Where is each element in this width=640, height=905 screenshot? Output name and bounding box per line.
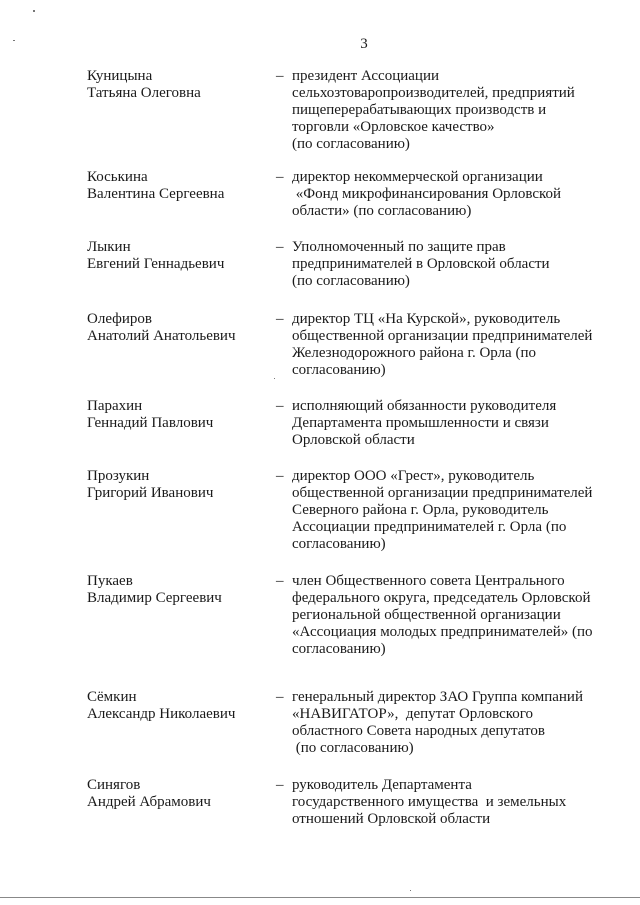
scan-edge-line xyxy=(0,897,640,898)
member-position xyxy=(292,689,610,757)
member-position xyxy=(292,311,610,379)
position-line: согласованию) xyxy=(292,362,386,378)
position-line: согласованию) xyxy=(292,641,386,657)
position-line: областного Совета народных депутатов xyxy=(292,723,545,739)
member-position xyxy=(292,398,610,449)
dash: – xyxy=(276,398,284,414)
position-line: предпринимателей в Орловской области xyxy=(292,256,550,272)
member-given-name: Валентина Сергеевна xyxy=(87,186,225,202)
dash: – xyxy=(276,468,284,484)
dash: – xyxy=(276,311,284,327)
position-line: «НАВИГАТОР», депутат Орловского xyxy=(292,706,534,722)
member-name xyxy=(87,689,267,723)
member-name xyxy=(87,311,267,345)
position-line: федерального округа, председатель Орловской xyxy=(292,590,591,606)
member-surname: Лыкин xyxy=(87,239,131,255)
member-position xyxy=(292,169,610,220)
position-line: директор ТЦ «На Курской», руководитель xyxy=(292,311,561,327)
position-line: Орловской области xyxy=(292,432,415,448)
position-line: Северного района г. Орла, руководитель xyxy=(292,502,549,518)
position-line: Ассоциации предпринимателей г. Орла (по xyxy=(292,519,567,535)
position-line: (по согласованию) xyxy=(292,740,414,756)
position-line: государственного имущества и земельных xyxy=(292,794,567,810)
page-number: 3 xyxy=(360,36,368,52)
member-name xyxy=(87,777,267,811)
position-line: (по согласованию) xyxy=(292,273,410,289)
member-position xyxy=(292,573,610,658)
position-line: (по согласованию) xyxy=(292,136,410,152)
position-line: Уполномоченный по защите прав xyxy=(292,239,506,255)
member-surname: Сёмкин xyxy=(87,689,137,705)
position-line: директор ООО «Грест», руководитель xyxy=(292,468,535,484)
member-name xyxy=(87,169,267,203)
member-given-name: Владимир Сергеевич xyxy=(87,590,222,606)
member-name xyxy=(87,573,267,607)
dash: – xyxy=(276,777,284,793)
position-line: области» (по согласованию) xyxy=(292,203,472,219)
member-position xyxy=(292,239,610,290)
scan-speck xyxy=(13,40,15,41)
position-line: «Ассоциация молодых предпринимателей» (по xyxy=(292,624,593,640)
position-line: исполняющий обязанности руководителя xyxy=(292,398,557,414)
position-line: сельхозтоваропроизводителей, предприятий xyxy=(292,85,575,101)
dash: – xyxy=(276,689,284,705)
member-surname: Куницына xyxy=(87,68,153,84)
position-line: «Фонд микрофинансирования Орловской xyxy=(292,186,562,202)
member-given-name: Геннадий Павлович xyxy=(87,415,214,431)
position-line: президент Ассоциации xyxy=(292,68,440,84)
member-position xyxy=(292,68,610,153)
dash: – xyxy=(276,169,284,185)
member-surname: Олефиров xyxy=(87,311,152,327)
member-given-name: Татьяна Олеговна xyxy=(87,85,201,101)
member-given-name: Григорий Иванович xyxy=(87,485,214,501)
member-surname: Коськина xyxy=(87,169,148,185)
member-position xyxy=(292,777,610,828)
member-surname: Прозукин xyxy=(87,468,150,484)
position-line: руководитель Департамента xyxy=(292,777,472,793)
scan-speck xyxy=(33,10,35,12)
position-line: член Общественного совета Центрального xyxy=(292,573,565,589)
position-line: Департамента промышленности и связи xyxy=(292,415,549,431)
position-line: общественной организации предпринимателей xyxy=(292,328,593,344)
position-line: директор некоммерческой организации xyxy=(292,169,543,185)
member-surname: Синягов xyxy=(87,777,141,793)
position-line: пищеперерабатывающих производств и xyxy=(292,102,547,118)
member-given-name: Анатолий Анатольевич xyxy=(87,328,236,344)
member-given-name: Андрей Абрамович xyxy=(87,794,211,810)
position-line: торговли «Орловское качество» xyxy=(292,119,495,135)
member-name xyxy=(87,68,267,102)
dash: – xyxy=(276,573,284,589)
position-line: отношений Орловской области xyxy=(292,811,491,827)
member-given-name: Евгений Геннадьевич xyxy=(87,256,225,272)
member-name xyxy=(87,239,267,273)
member-surname: Пукаев xyxy=(87,573,133,589)
position-line: генеральный директор ЗАО Группа компаний xyxy=(292,689,583,705)
member-surname: Парахин xyxy=(87,398,143,414)
member-position xyxy=(292,468,610,553)
member-given-name: Александр Николаевич xyxy=(87,706,236,722)
scan-speck xyxy=(410,890,411,891)
scan-speck xyxy=(274,378,275,379)
dash: – xyxy=(276,68,284,84)
member-name xyxy=(87,468,267,502)
position-line: согласованию) xyxy=(292,536,386,552)
position-line: региональной общественной организации xyxy=(292,607,561,623)
position-line: Железнодорожного района г. Орла (по xyxy=(292,345,536,361)
dash: – xyxy=(276,239,284,255)
member-name xyxy=(87,398,267,432)
position-line: общественной организации предпринимателей xyxy=(292,485,593,501)
